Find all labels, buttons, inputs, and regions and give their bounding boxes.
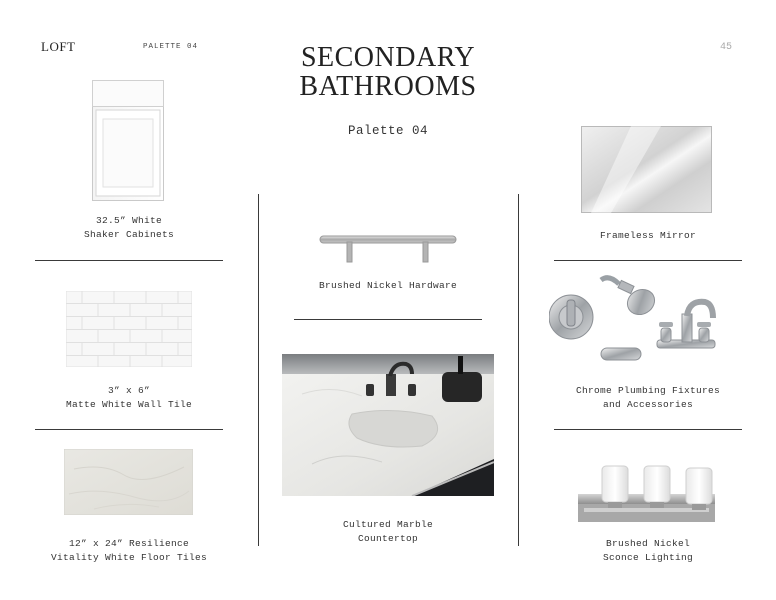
column-divider-right — [518, 194, 519, 546]
plumbing-caption: Chrome Plumbing Fixtures and Accessories — [575, 385, 721, 410]
row-divider — [294, 319, 482, 320]
lighting-caption: Brushed Nickel Sconce Lighting — [602, 538, 693, 563]
wall-tile-caption: 3” x 6” Matte White Wall Tile — [65, 385, 193, 410]
brand-name: LOFT — [41, 39, 76, 54]
floor-tile-image — [64, 449, 193, 515]
palette-tag: PALETTE 04 — [143, 43, 199, 51]
page-number: 45 — [720, 42, 733, 53]
mirror-image — [581, 126, 712, 213]
row-divider — [35, 260, 223, 261]
page-title — [262, 43, 514, 101]
mirror-caption: Frameless Mirror — [599, 230, 696, 241]
cabinet-image — [92, 80, 164, 201]
page-subtitle: Palette 04 — [347, 124, 428, 138]
floor-tile-caption: 12” x 24” Resilience Vitality White Floor Tiles — [50, 538, 208, 563]
cabinets-caption: 32.5” White Shaker Cabinets — [83, 215, 174, 240]
row-divider — [554, 429, 742, 430]
row-divider — [554, 260, 742, 261]
title-line-1: SECONDARY — [300, 42, 476, 73]
title-line-2: BATHROOMS — [299, 71, 477, 102]
sconce-lighting-image — [578, 464, 715, 522]
row-divider — [35, 429, 223, 430]
hardware-caption: Brushed Nickel Hardware — [318, 280, 458, 291]
plumbing-fixtures-image — [549, 270, 719, 373]
wall-tile-image — [66, 291, 192, 367]
column-divider-left — [258, 194, 259, 546]
countertop-image — [282, 354, 494, 496]
bar-pull-image — [319, 233, 457, 263]
countertop-caption: Cultured Marble Countertop — [342, 519, 433, 544]
